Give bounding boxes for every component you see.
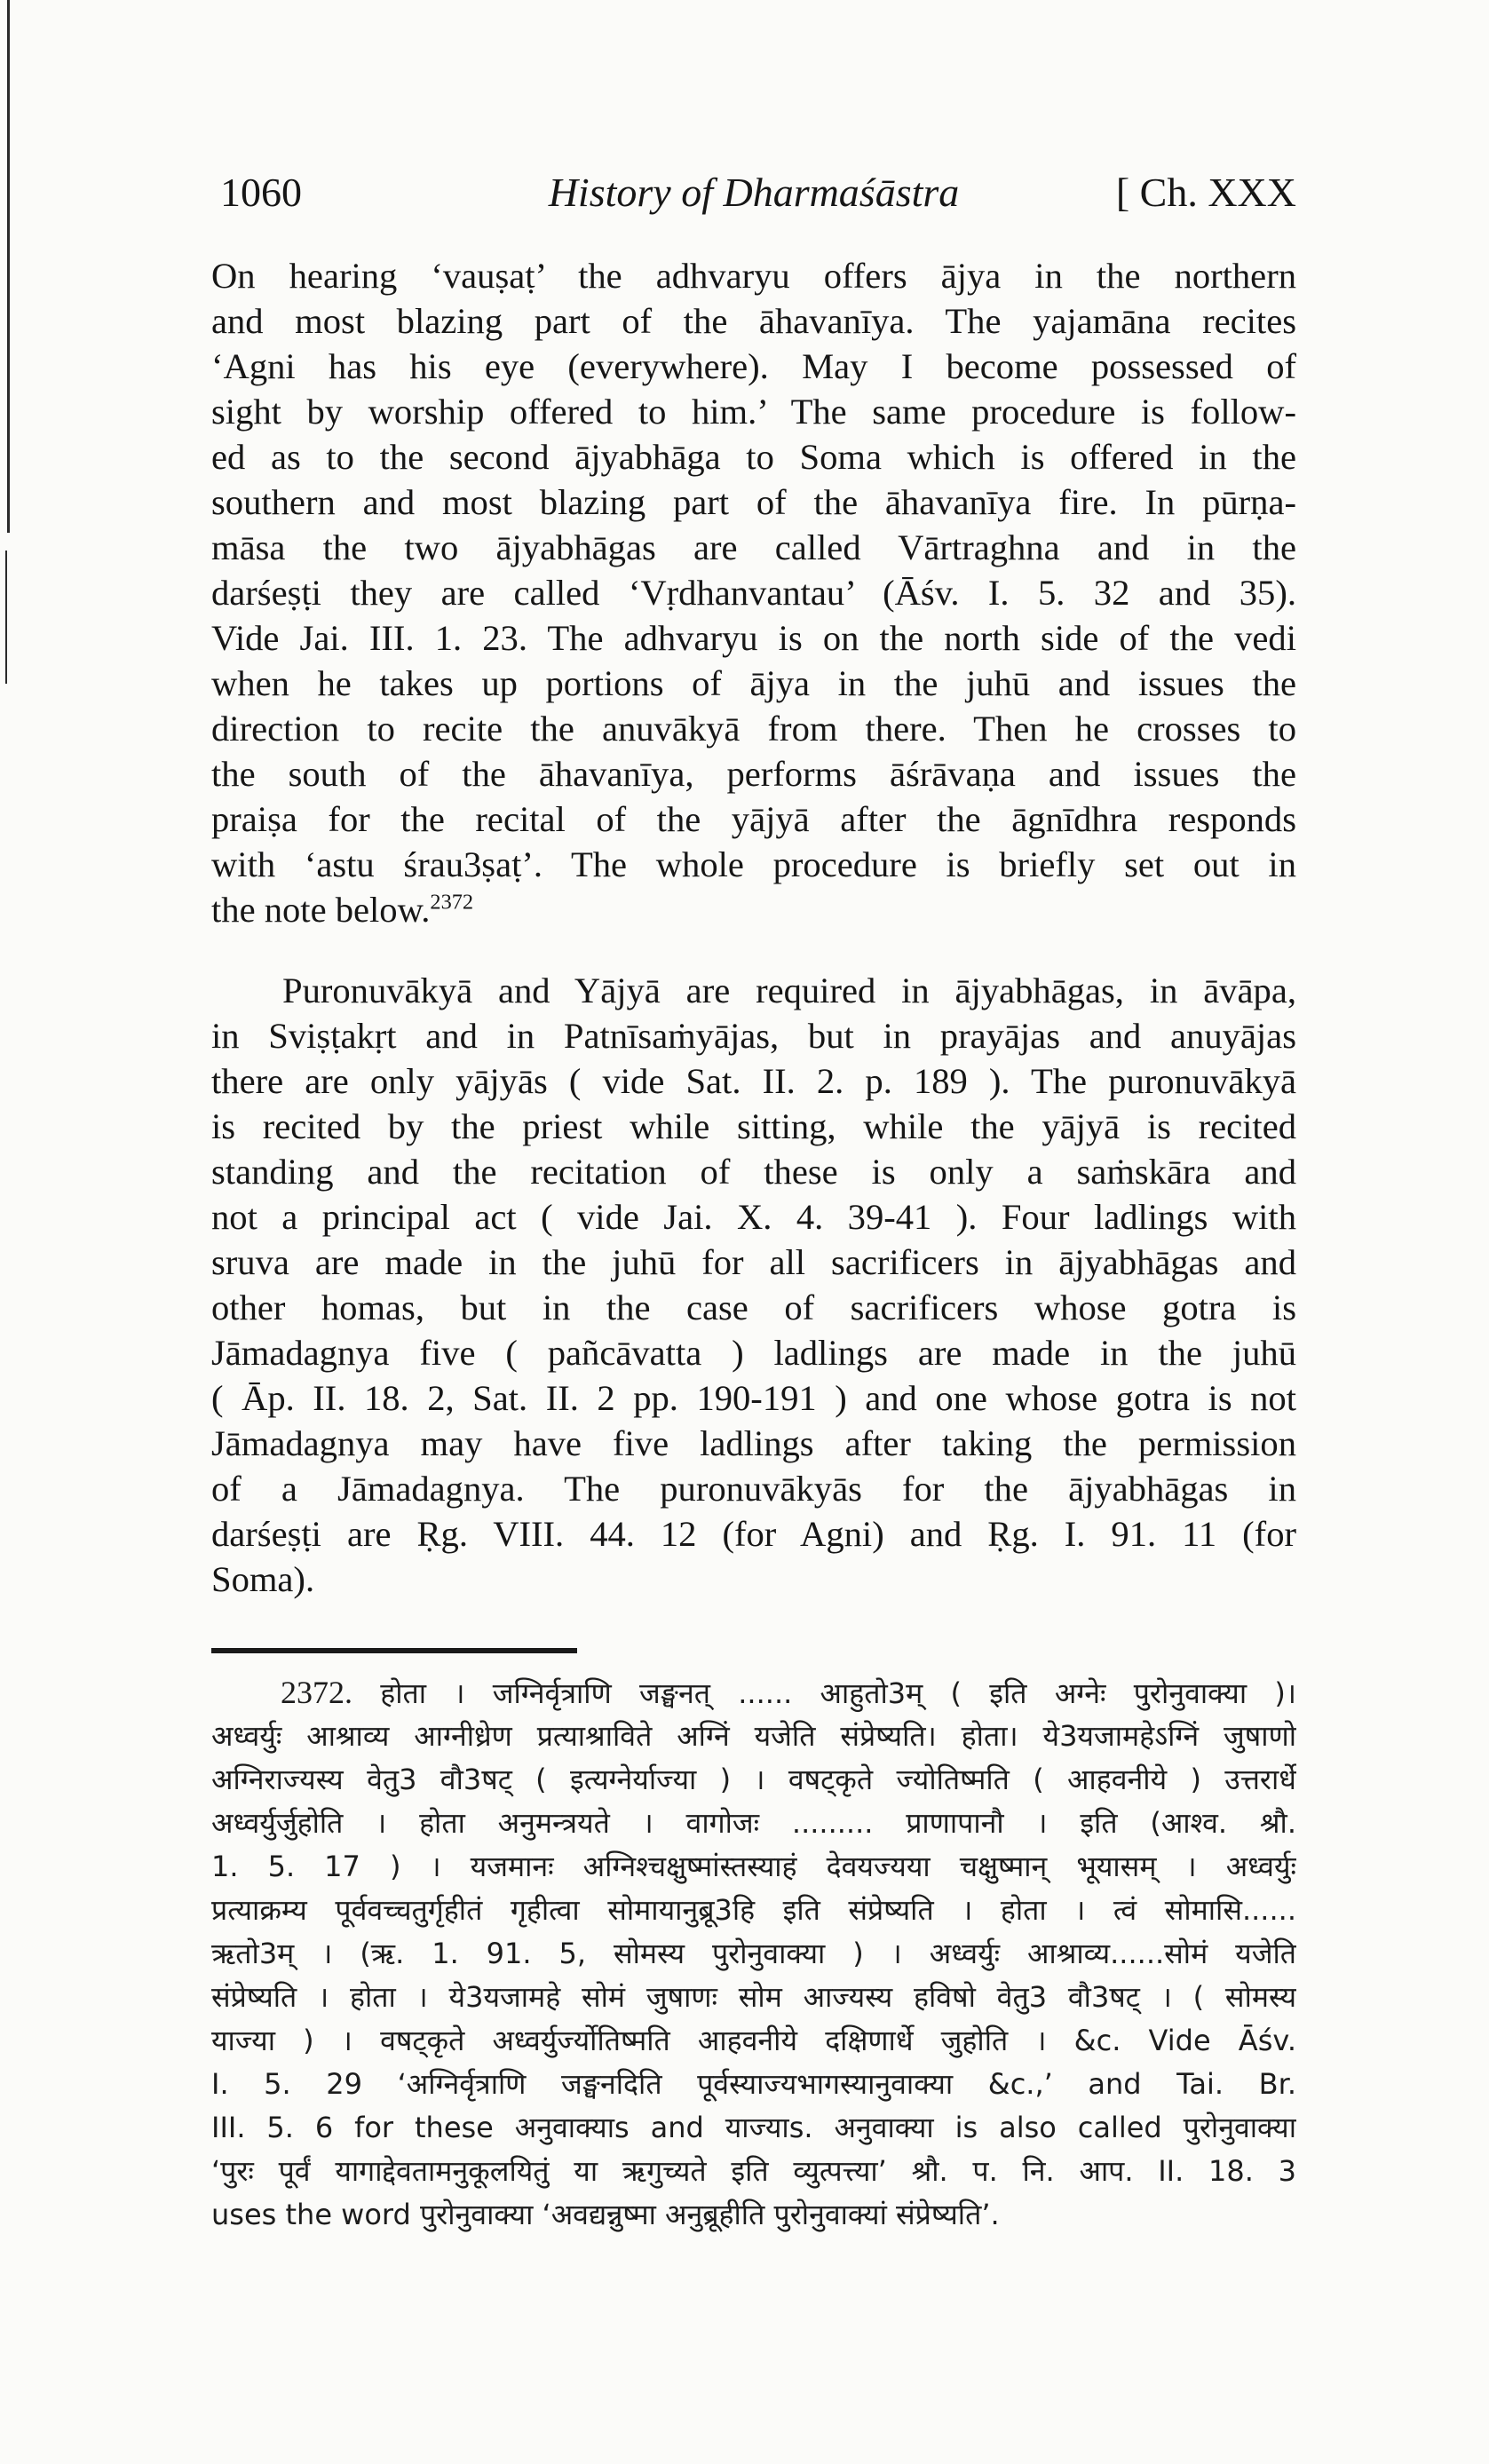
text-line	[211, 887, 1296, 932]
text-line: not a principal act ( vide Jai. X. 4. 39-41 ). Four ladlings with	[211, 1197, 1296, 1237]
footnote-2372	[211, 1671, 1296, 2237]
text-line: direction to recite the anuvākyā from there. Then he crosses to	[211, 709, 1296, 749]
paragraph-1	[211, 253, 1296, 932]
text-line: ( Āp. II. 18. 2, Sat. II. 2 pp. 190-191 ) and one whose gotra is not	[211, 1378, 1296, 1418]
footnote-line: अग्निराज्यस्य वेतु3 वौ3षट् ( इत्यग्नेर्याज्या ) । वषट्कृते ज्योतिष्मति ( आहवनीये ) उत्तरार्धे	[211, 1763, 1296, 1796]
footnote-line: प्रत्याक्रम्य पूर्ववच्चतुर्गृहीतं गृहीत्वा सोमायानुब्रू3हि इति संप्रेष्यति । होता । त्वं सोमासि......	[211, 1893, 1296, 1927]
text-line: māsa the two ājyabhāgas are called Vārtraghna and in the	[211, 527, 1296, 567]
text-line: Jāmadagnya five ( pañcāvatta ) ladlings are made in the juhū	[211, 1333, 1296, 1373]
text-line: Jāmadagnya may have five ladlings after taking the permission	[211, 1423, 1296, 1463]
footnote-line: uses the word पुरोनुवाक्या ‘अवद्यन्नुष्मा अनुब्रूहीति पुरोनुवाक्यां संप्रेष्यति’.	[211, 2198, 1000, 2231]
chapter-label: [ Ch. XXX	[1115, 170, 1296, 215]
scan-left-edge	[7, 0, 10, 533]
text-line: darśeṣṭi are Ṛg. VIII. 44. 12 (for Agni) and Ṛg. I. 91. 11 (for	[211, 1514, 1296, 1554]
text-line: standing and the recitation of these is only a saṁskāra and	[211, 1152, 1296, 1192]
footnote-line: ‘पुरः पूर्वं यागाद्देवतामनुकूलयितुं या ऋगुच्यते इति व्युत्पत्त्या’ श्रौ. प. नि. आप. II. 18. 3	[211, 2154, 1296, 2188]
paragraph-end-text: the note below.	[211, 890, 431, 930]
running-title: History of Dharmaśāstra	[548, 170, 960, 215]
text-line: ‘Agni has his eye (everywhere). May I become possessed of	[211, 346, 1296, 386]
page-header	[211, 169, 1296, 222]
footnote-reference[interactable]: 2372	[430, 890, 474, 915]
footnote-line: अध्वर्युर्जुहोति । होता अनुमन्त्रयते । वागोजः ......... प्राणापानौ । इति (आश्व. श्रौ.	[211, 1806, 1296, 1840]
text-line: ed as to the second ājyabhāga to Soma which is offered in the	[211, 437, 1296, 477]
text-line: On hearing ‘vauṣaṭ’ the adhvaryu offers ājya in the northern	[211, 256, 1296, 296]
footnote-line	[211, 1671, 1296, 1715]
footnote-separator	[211, 1648, 577, 1653]
footnote-line: I. 5. 29 ‘अग्निर्वृत्राणि जङ्घनदिति पूर्वस्याज्यभागस्यानुवाक्या &c.,’ and Tai. Br.	[211, 2067, 1296, 2101]
text-line: Vide Jai. III. 1. 23. The adhvaryu is on the north side of the vedi	[211, 618, 1296, 658]
text-line: in Sviṣṭakṛt and in Patnīsaṁyājas, but in prayājas and anuyājas	[211, 1016, 1296, 1056]
footnote-line: III. 5. 6 for these अनुवाक्याs and याज्याs. अनुवाक्या is also called पुरोनुवाक्या	[211, 2111, 1296, 2144]
footnote-text: होता । जग्निर्वृत्राणि जङ्घनत् ...... आहुतो3म् ( इति अग्नेः पुरोनुवाक्या )।	[380, 1676, 1296, 1710]
text-line: praiṣa for the recital of the yājyā after the āgnīdhra responds	[211, 799, 1296, 839]
footnote-line: याज्या ) । वषट्कृते अध्वर्युर्ज्योतिष्मति आहवनीये दक्षिणार्धे जुहोति । &c. Vide Āśv.	[211, 2024, 1296, 2057]
footnote-line: 1. 5. 17 ) । यजमानः अग्निश्चक्षुष्मांस्तस्याहं देवयज्यया चक्षुष्मान् भूयासम् । अध्वर्युः	[211, 1850, 1296, 1883]
text-line: the south of the āhavanīya, performs āśrāvaṇa and issues the	[211, 754, 1296, 794]
text-line: other homas, but in the case of sacrificers whose gotra is	[211, 1287, 1296, 1327]
scan-left-edge-lower	[5, 551, 7, 684]
text-line: there are only yājyās ( vide Sat. II. 2. p. 189 ). The puronuvākyā	[211, 1061, 1296, 1101]
paragraph-2	[211, 968, 1296, 1602]
text-line: is recited by the priest while sitting, while the yājyā is recited	[211, 1106, 1296, 1146]
text-line: sight by worship offered to him.’ The same procedure is follow-	[211, 392, 1296, 432]
footnote-line: ऋतो3म् । (ऋ. 1. 91. 5, सोमस्य पुरोनुवाक्या ) । अध्वर्युः आश्राव्य......सोमं यजेति	[211, 1937, 1296, 1970]
text-line: darśeṣṭi they are called ‘Vṛdhanvantau’ (Āśv. I. 5. 32 and 35).	[211, 573, 1296, 613]
text-line: sruva are made in the juhū for all sacrificers in ājyabhāgas and	[211, 1242, 1296, 1282]
text-line: of a Jāmadagnya. The puronuvākyās for the ājyabhāgas in	[211, 1469, 1296, 1509]
footnote-number: 2372.	[281, 1675, 352, 1710]
text-line: with ‘astu śrau3ṣaṭ’. The whole procedure is briefly set out in	[211, 844, 1296, 884]
text-line: Soma).	[211, 1559, 315, 1599]
text-line: and most blazing part of the āhavanīya. The yajamāna recites	[211, 301, 1296, 341]
footnote-line: अध्वर्युः आश्राव्य आग्नीध्रेण प्रत्याश्राविते अग्निं यजेति संप्रेष्यति। होता। ये3यजामहेऽग्निं जुषाणो	[211, 1719, 1296, 1753]
text-line: Puronuvākyā and Yājyā are required in ājyabhāgas, in āvāpa,	[282, 971, 1296, 1010]
text-line: southern and most blazing part of the āhavanīya fire. In pūrṇa-	[211, 482, 1296, 522]
page-number: 1060	[220, 170, 302, 215]
footnote-line: संप्रेष्यति । होता । ये3यजामहे सोमं जुषाणः सोम आज्यस्य हविषो वेतु3 वौ3षट् । ( सोमस्य	[211, 1980, 1296, 2014]
text-line: when he takes up portions of ājya in the juhū and issues the	[211, 663, 1296, 703]
